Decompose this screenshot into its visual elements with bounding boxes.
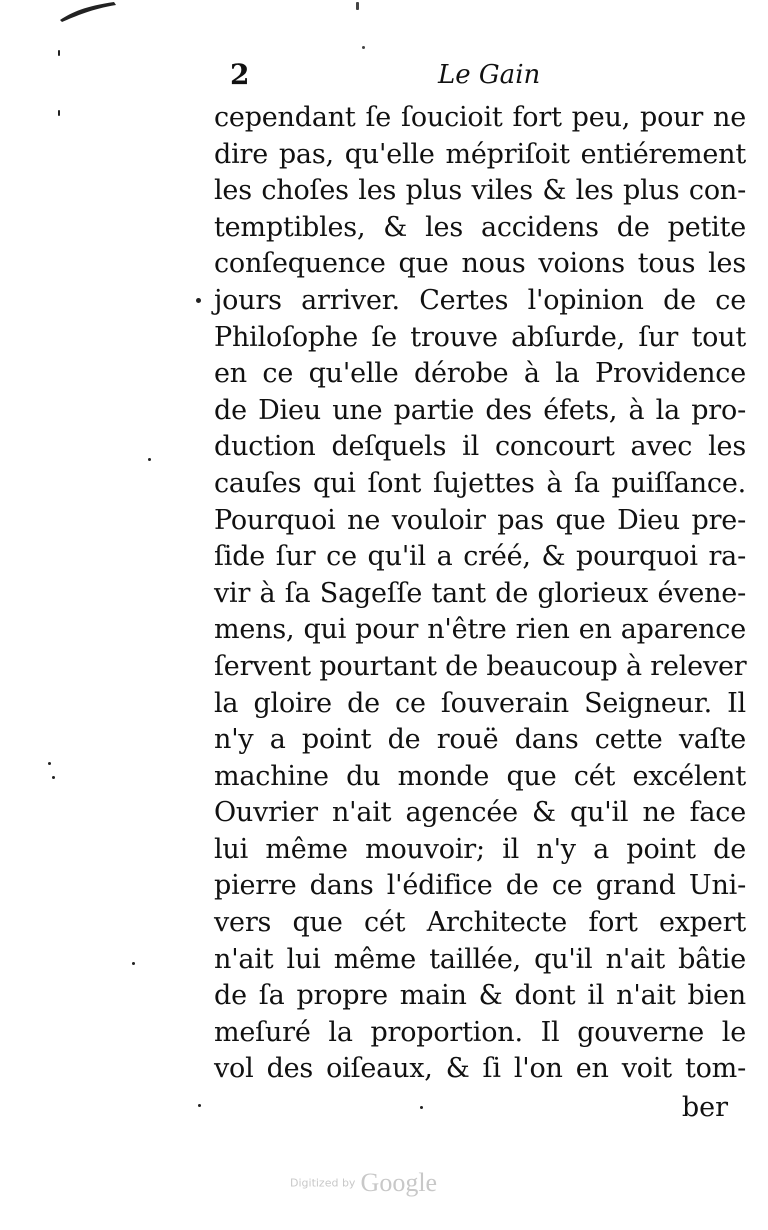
digitized-watermark (290, 1168, 437, 1198)
text-line: jours arriver. Certes l'opinion de ce (214, 284, 746, 316)
margin-dot (420, 1106, 423, 1109)
text-line: meſuré la proportion. Il gouverne le (214, 1016, 746, 1048)
text-line: n'y a point de rouë dans cette vaſte (214, 724, 746, 756)
text-line: de Dieu une partie des éfets, à la pro- (214, 394, 746, 426)
margin-dot (48, 762, 51, 765)
text-line: temptibles, & les accidens de petite (214, 211, 746, 243)
margin-dot (198, 1104, 201, 1107)
ink-speck (362, 46, 365, 49)
body-text (214, 100, 746, 1088)
text-line: lui même mouvoir; il n'y a point de (214, 833, 746, 865)
text-line: vol des oiſeaux, & ſi l'on en voit tom- (214, 1053, 746, 1085)
text-line: conſequence que nous voions tous les (214, 248, 746, 280)
page-number: 2 (230, 58, 250, 91)
text-line: vir à ſa Sageſſe tant de glorieux évene- (214, 577, 746, 609)
catchword: ber (681, 1092, 728, 1123)
text-line: la gloire de ce ſouverain Seigneur. Il (214, 687, 746, 719)
text-line: Pourquoi ne vouloir pas que Dieu pre- (214, 504, 746, 536)
text-line: de ſa propre main & dont il n'ait bien (214, 980, 746, 1012)
text-line: les choſes les plus viles & les plus con- (214, 175, 746, 207)
text-line: pierre dans l'édifice de ce grand Uni- (214, 870, 746, 902)
text-line: Philoſophe ſe trouve abſurde, ſur tout (214, 321, 746, 353)
margin-dot (132, 962, 135, 965)
text-line: ſervent pourtant de beaucoup à relever (214, 650, 747, 682)
text-line: cauſes qui ſont ſujettes à ſa puiſſance. (214, 467, 746, 499)
margin-dot (196, 298, 201, 303)
margin-dot (148, 458, 151, 461)
margin-dot (58, 50, 60, 56)
text-line: Ouvrier n'ait agencée & qu'il ne face (214, 797, 746, 829)
text-line: duction deſquels il concourt avec les (214, 431, 746, 463)
ink-speck (356, 2, 359, 10)
text-line: n'ait lui même taillée, qu'il n'ait bâtie (214, 943, 746, 975)
corner-ink-smudge (58, 0, 118, 22)
text-line: en ce qu'elle dérobe à la Providence (214, 358, 746, 390)
text-line: cependant ſe ſoucioit fort peu, pour ne (214, 102, 746, 133)
text-line: ſide ſur ce qu'il a créé, & pourquoi ra- (214, 541, 746, 573)
watermark-brand: Google (360, 1168, 438, 1197)
text-line: machine du monde que cét excélent (214, 760, 746, 792)
text-line: dire pas, qu'elle mépriſoit entiérement (214, 138, 746, 170)
text-line: mens, qui pour n'être rien en aparence (214, 614, 746, 646)
margin-dot (52, 776, 55, 779)
running-title: Le Gain (438, 60, 541, 90)
margin-dot (58, 110, 60, 116)
watermark-prefix: Digitized by (290, 1176, 356, 1190)
text-line: vers que cét Architecte fort expert (214, 907, 746, 939)
page-header (224, 58, 744, 98)
